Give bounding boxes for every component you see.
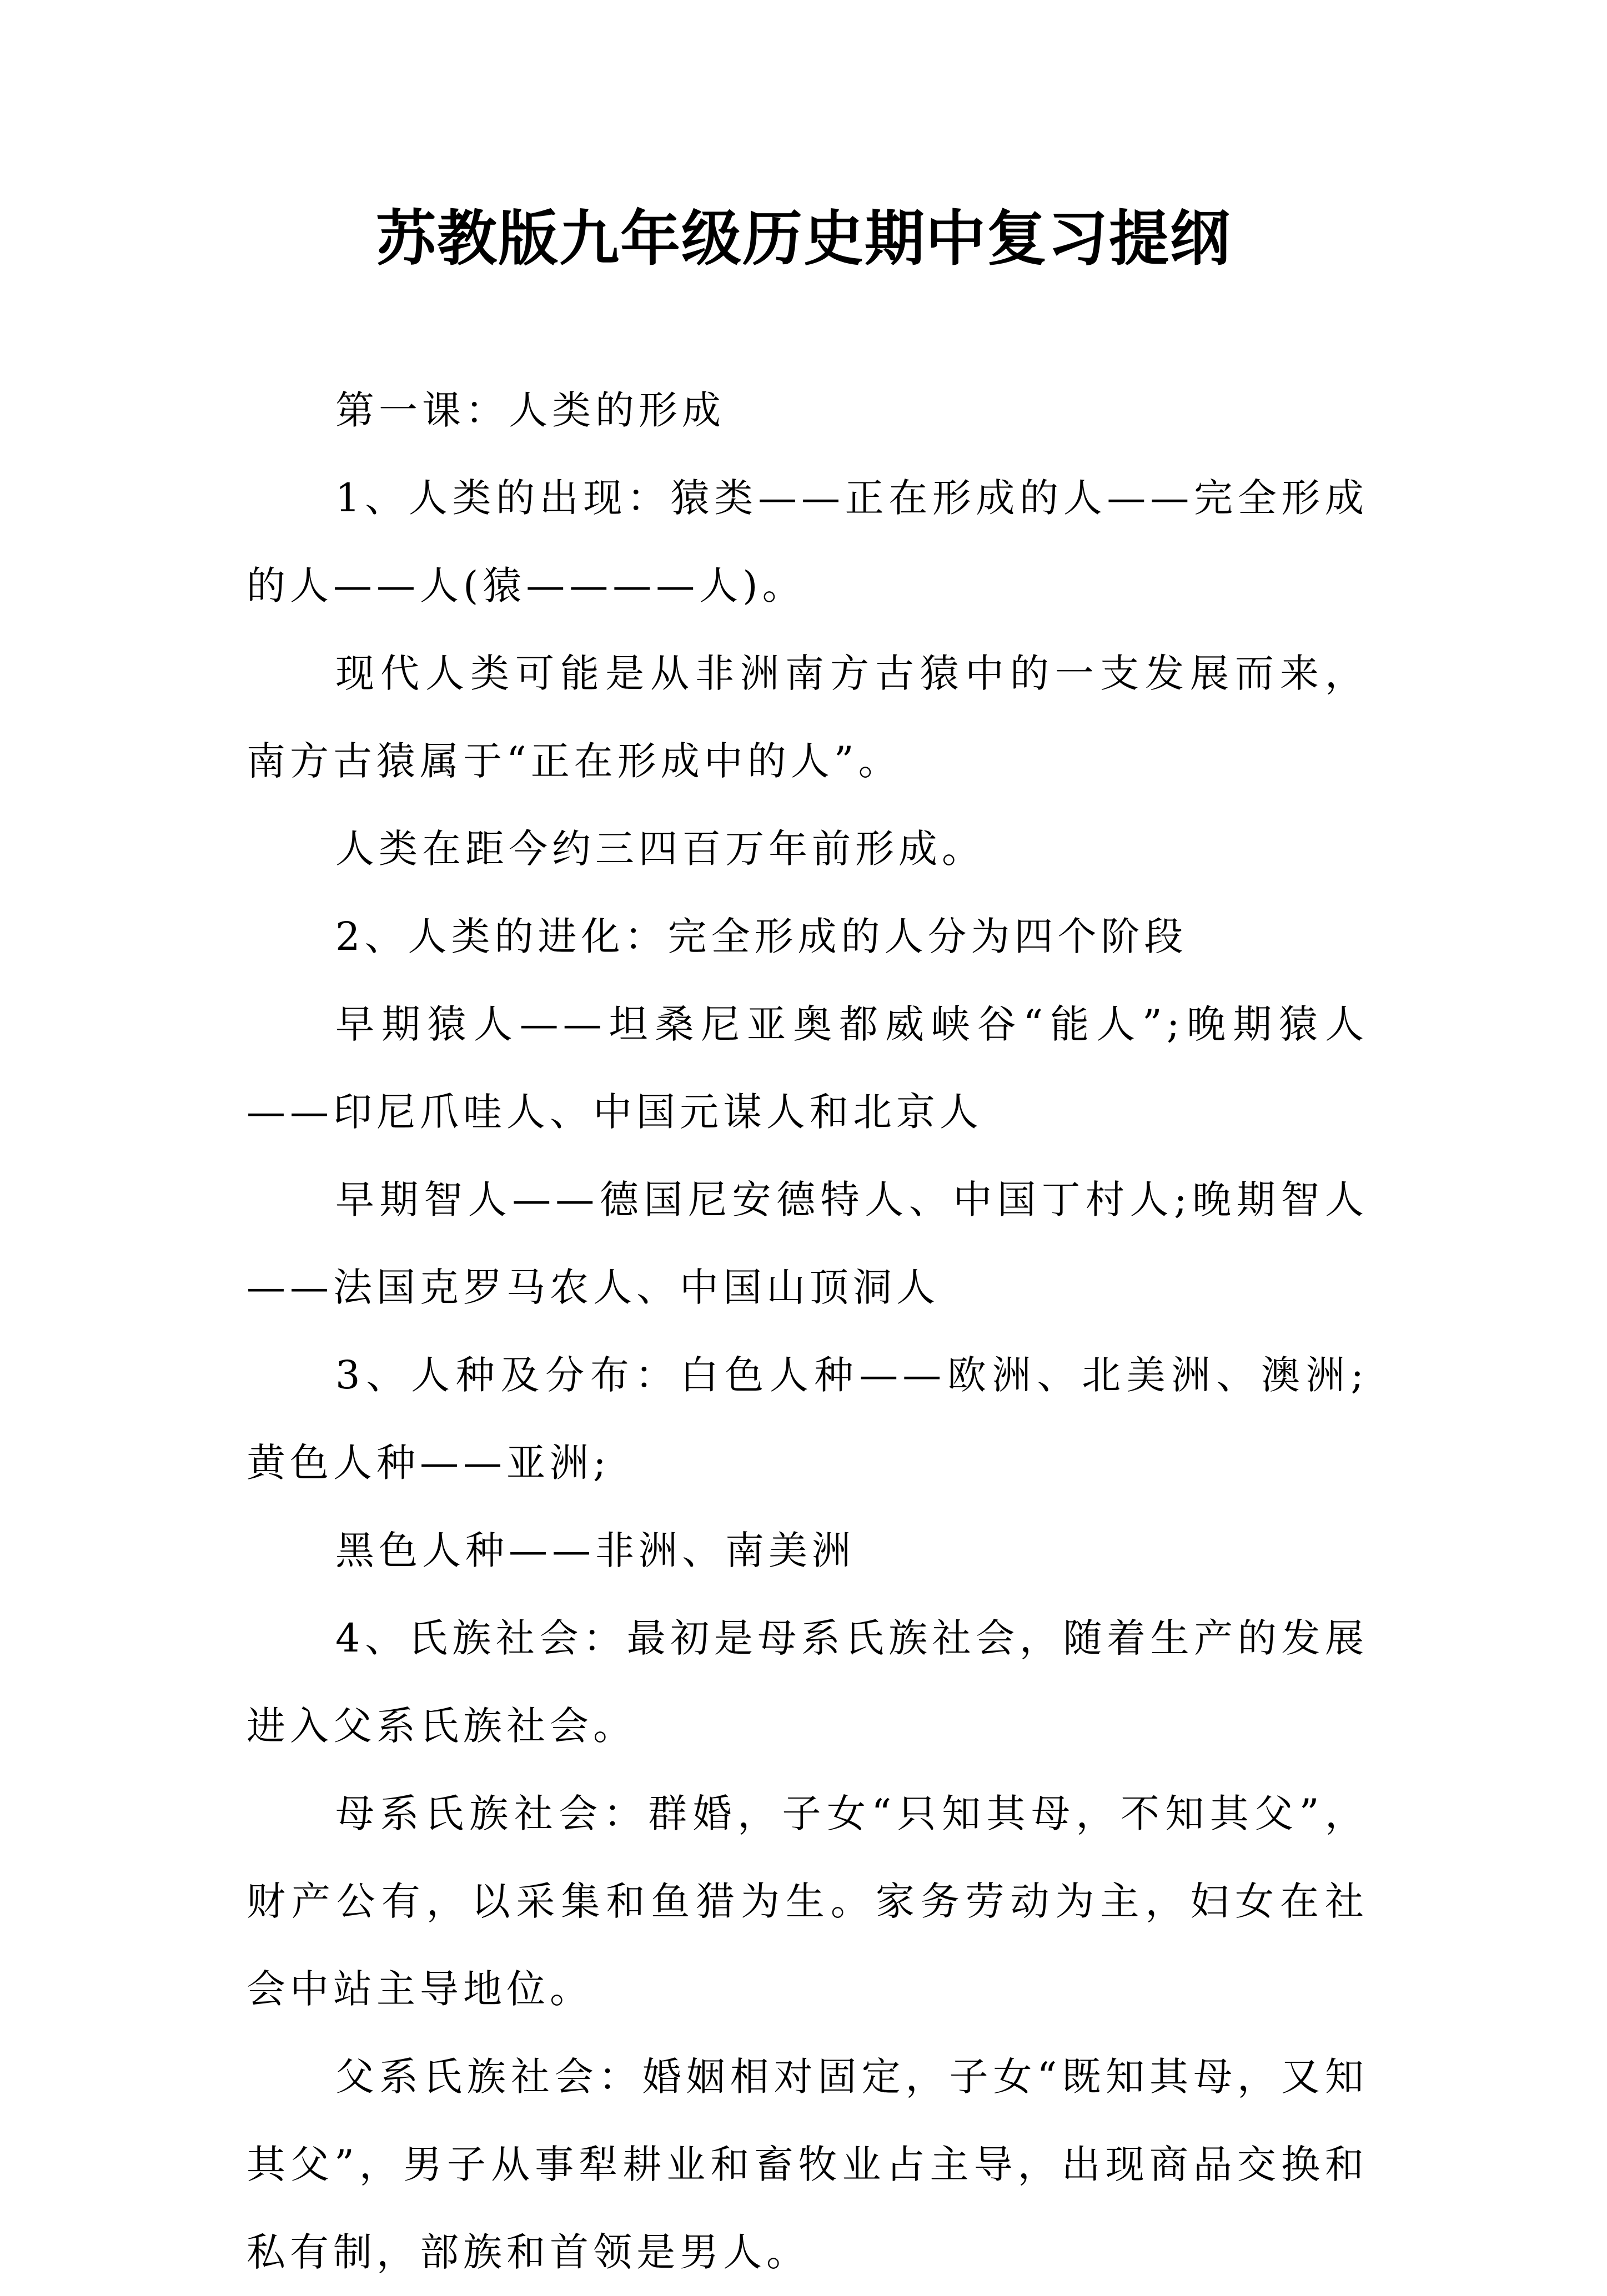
paragraph-clan-society: 4、氏族社会：最初是母系氏族社会，随着生产的发展进入父系氏族社会。	[247, 1615, 1368, 1749]
document-title: 苏教版九年级历史期中复习提纲	[375, 204, 1231, 274]
paragraph-formation-time: 人类在距今约三四百万年前形成。	[335, 826, 985, 872]
lesson-heading: 第一课：人类的形成	[335, 387, 725, 433]
paragraph-races: 3、人种及分布：白色人种——欧洲、北美洲、澳洲;黄色人种——亚洲;	[247, 1352, 1368, 1486]
paragraph-homo-sapiens: 早期智人——德国尼安德特人、中国丁村人;晚期智人——法国克罗马农人、中国山顶洞人	[247, 1177, 1368, 1310]
paragraph-black-race: 黑色人种——非洲、南美洲	[335, 1528, 855, 1573]
paragraph-patriarchal: 父系氏族社会：婚姻相对固定，子女“既知其母，又知其父”，男子从事犁耕业和畜牧业占主导，出现商品交换和私有制，部族和首领是男人。	[247, 2054, 1368, 2275]
paragraph-human-appearance: 1、人类的出现：猿类——正在形成的人——完全形成的人——人(猿————人)。	[247, 475, 1368, 608]
paragraph-ape-man: 早期猿人——坦桑尼亚奥都威峡谷“能人”;晚期猿人——印尼爪哇人、中国元谋人和北京人	[247, 1001, 1368, 1135]
paragraph-evolution: 2、人类的进化：完全形成的人分为四个阶段	[335, 914, 1188, 959]
paragraph-matriarchal: 母系氏族社会：群婚，子女“只知其母，不知其父”，财产公有，以采集和鱼猎为生。家务劳动为主，妇女在社会中站主导地位。	[247, 1791, 1368, 2012]
document-body	[247, 366, 1368, 2296]
paragraph-australopithecus: 现代人类可能是从非洲南方古猿中的一支发展而来，南方古猿属于“正在形成中的人”。	[247, 651, 1368, 784]
